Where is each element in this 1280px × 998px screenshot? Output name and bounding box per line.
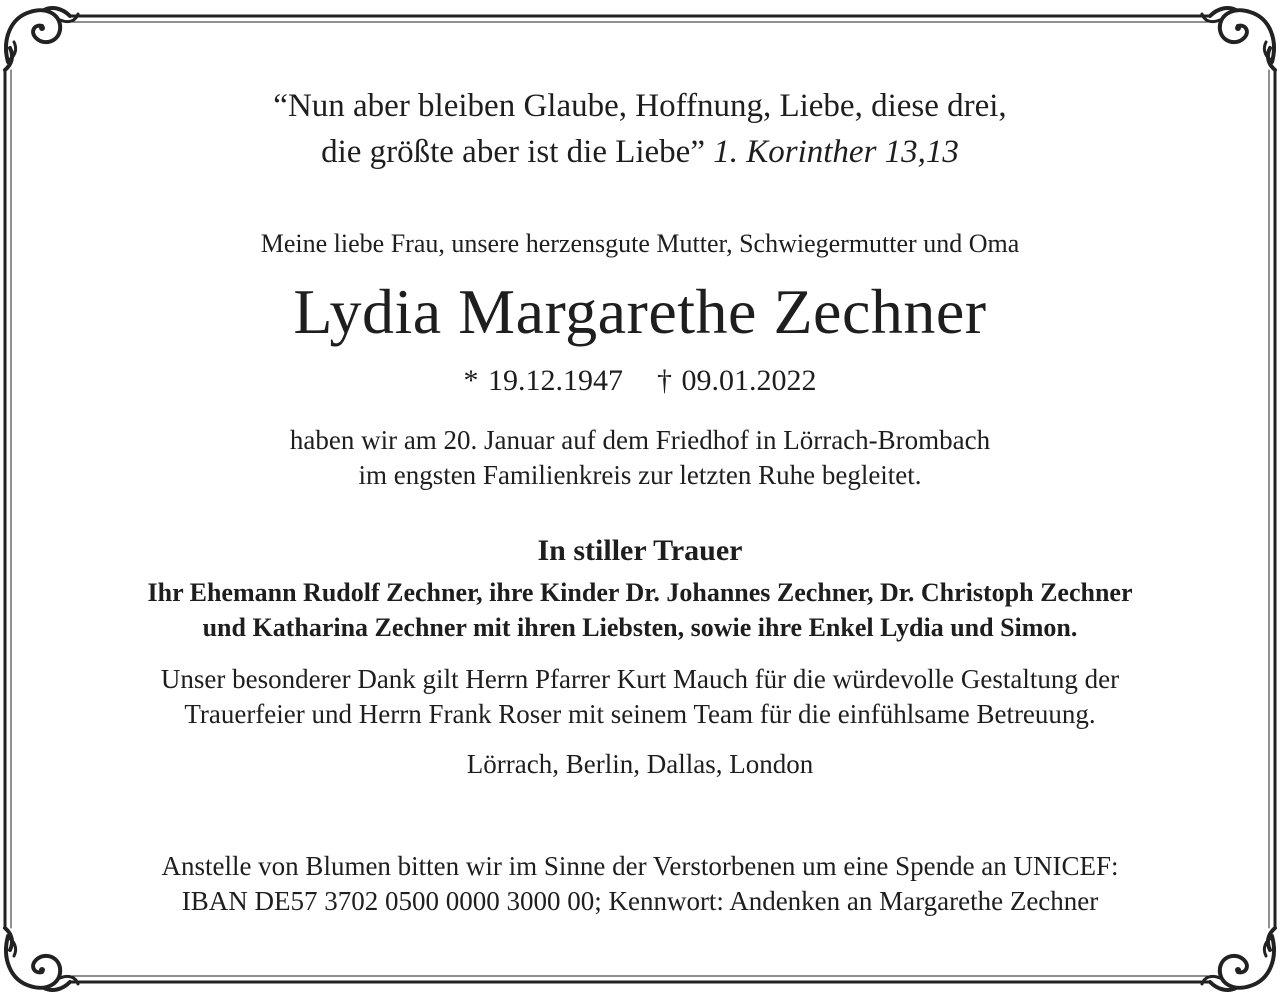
thanks-line-2: Trauerfeier und Herrn Frank Roser mit seinem Team für die einfühlsame Betreuung. xyxy=(184,699,1096,729)
donation-line-1: Anstelle von Blumen bitten wir im Sinne der Verstorbenen um eine Spende an UNICEF: xyxy=(161,851,1119,881)
quote-text-2: die größte aber ist die Liebe” xyxy=(321,134,705,170)
mourning-heading: In stiller Trauer xyxy=(537,534,743,567)
deceased-name: Lydia Margarethe Zechner xyxy=(293,276,987,347)
family-line-2: und Katharina Zechner mit ihren Liebsten, sowie ihre Enkel Lydia und Simon. xyxy=(202,613,1078,642)
places: Lörrach, Berlin, Dallas, London xyxy=(466,749,814,779)
life-dates xyxy=(0,364,1280,398)
birth-date: * 19.12.1947 xyxy=(463,364,623,397)
intro-text: Meine liebe Frau, unsere herzensgute Mutter, Schwiegermutter und Oma xyxy=(260,229,1020,258)
family-line-1: Ihr Ehemann Rudolf Zechner, ihre Kinder Dr. Johannes Zechner, Dr. Christoph Zechner xyxy=(147,578,1133,607)
bible-quote-line-2 xyxy=(0,134,1280,171)
thanks-line-1: Unser besonderer Dank gilt Herrn Pfarrer Kurt Mauch für die würdevolle Gestaltung der xyxy=(160,664,1120,694)
burial-line-2: im engsten Familienkreis zur letzten Ruhe begleitet. xyxy=(358,460,922,490)
bible-quote-line-1 xyxy=(0,88,1280,125)
burial-line-1: haben wir am 20. Januar auf dem Friedhof in Lörrach-Brombach xyxy=(289,425,991,455)
donation-line-2: IBAN DE57 3702 0500 0000 3000 00; Kennwort: Andenken an Margarethe Zechner xyxy=(181,886,1099,916)
death-date: † 09.01.2022 xyxy=(657,364,817,397)
quote-text-1: “Nun aber bleiben Glaube, Hoffnung, Liebe, diese drei, xyxy=(273,88,1007,124)
quote-reference: 1. Korinther 13,13 xyxy=(713,134,959,170)
